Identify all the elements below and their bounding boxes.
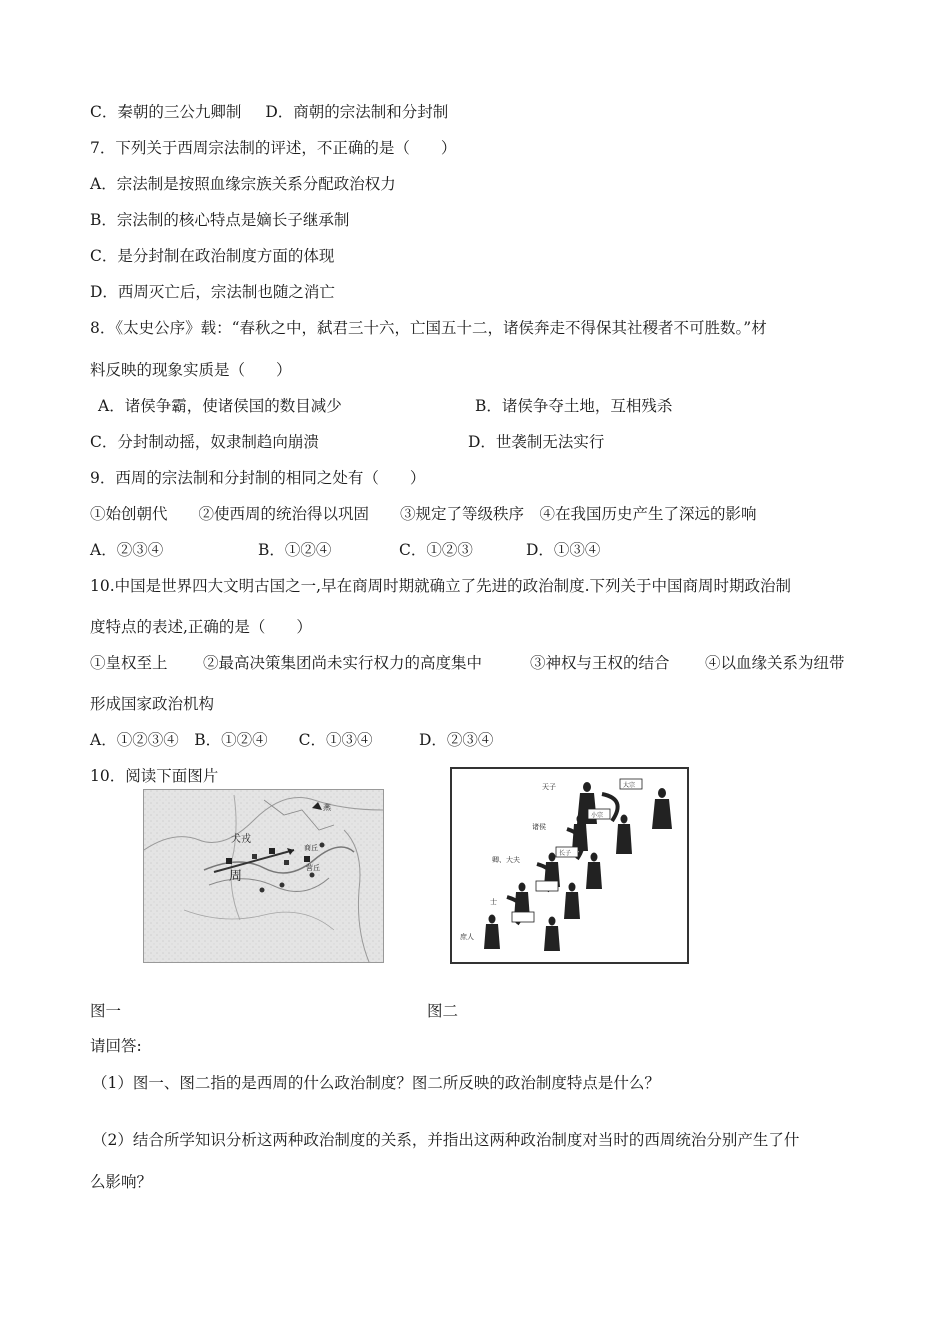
q10-item-2: ②最高决策集团尚未实行权力的高度集中 xyxy=(203,654,483,672)
q10-stem-line-3: 形成国家政治机构 xyxy=(90,695,215,713)
hierarchy-illustration xyxy=(452,769,687,962)
map-label-yan: 燕 xyxy=(323,803,331,812)
q7-option-b: B．宗法制的核心特点是嫡长子继承制 xyxy=(90,211,350,229)
q10-item-4: ④以血缘关系为纽带 xyxy=(705,654,845,672)
q10-item-3: ③神权与王权的结合 xyxy=(530,654,670,672)
q8-stem-line-2: 料反映的现象实质是（ ） xyxy=(90,361,292,379)
q10-stem-line-2: 度特点的表述,正确的是（ ） xyxy=(90,618,312,636)
q8-option-b: B．诸侯争夺土地，互相残杀 xyxy=(475,397,673,415)
q7-option-a: A．宗法制是按照血缘宗族关系分配政治权力 xyxy=(90,175,396,193)
q6-option-c: C．秦朝的三公九卿制 xyxy=(90,103,242,121)
q8-stem-line-1: 8．《太史公序》载：“春秋之中，弑君三十六，亡国五十二，诸侯奔走不得保其社稷者不可胜数。”材 xyxy=(90,319,767,337)
q9-option-b: B．①②④ xyxy=(258,541,332,559)
sub-question-2-line-2: 么影响？ xyxy=(90,1173,153,1191)
q9-items: ①始创朝代 ②使西周的统治得以巩固 ③规定了等级秩序 ④在我国历史产生了深远的影响 xyxy=(90,505,757,523)
q8-option-d: D．世袭制无法实行 xyxy=(468,433,605,451)
q11-stem: 10．阅读下面图片 xyxy=(90,767,219,785)
diagram-box-zhangzi: 长子 xyxy=(559,850,572,857)
answer-prompt: 请回答: xyxy=(90,1037,142,1055)
q9-option-a: A．②③④ xyxy=(90,541,164,559)
diagram-label-shuren: 庶人 xyxy=(460,933,474,941)
diagram-box-xiaozong: 小宗 xyxy=(591,812,604,819)
figure-1-map xyxy=(143,789,384,963)
q6-options-row xyxy=(90,102,448,122)
q7-option-c: C．是分封制在政治制度方面的体现 xyxy=(90,247,335,265)
map-label-quanrong: 犬戎 xyxy=(231,834,251,845)
q6-option-d: D．商朝的宗法制和分封制 xyxy=(265,103,449,121)
map-label-yingqiu: 营丘 xyxy=(306,864,320,872)
figure-1-caption: 图一 xyxy=(90,1002,122,1020)
map-label-shangqiu: 商丘 xyxy=(304,844,318,852)
q9-option-d: D．①③④ xyxy=(526,541,601,559)
q8-option-c: C．分封制动摇，奴隶制趋向崩溃 xyxy=(90,433,319,451)
q7-stem: 7．下列关于西周宗法制的评述，不正确的是（ ） xyxy=(90,139,457,157)
figure-2-hierarchy xyxy=(450,767,689,964)
diagram-label-zhuhou: 诸侯 xyxy=(532,823,546,831)
q8-option-a: A．诸侯争霸，使诸侯国的数目减少 xyxy=(98,397,342,415)
diagram-label-shi: 士 xyxy=(490,898,497,906)
q7-option-d: D．西周灭亡后，宗法制也随之消亡 xyxy=(90,283,335,301)
q10-options: A．①②③④ B．①②④ C．①③④ D．②③④ xyxy=(90,731,494,749)
q9-stem: 9．西周的宗法制和分封制的相同之处有（ ） xyxy=(90,469,426,487)
q9-option-c: C．①②③ xyxy=(399,541,473,559)
figure-2-caption: 图二 xyxy=(427,1002,459,1020)
sub-question-1: （1）图一、图二指的是西周的什么政治制度？图二所反映的政治制度特点是什么？ xyxy=(92,1074,660,1092)
diagram-label-tianzi: 天子 xyxy=(542,783,556,791)
q10-item-1: ①皇权至上 xyxy=(90,654,168,672)
sub-question-2-line-1: （2）结合所学知识分析这两种政治制度的关系，并指出这两种政治制度对当时的西周统治分别产生了什 xyxy=(92,1131,800,1149)
map-illustration xyxy=(144,790,383,962)
diagram-label-qingdafu: 卿、大夫 xyxy=(492,856,520,864)
diagram-box-dazong: 大宗 xyxy=(623,782,636,789)
q10-stem-line-1: 10.中国是世界四大文明古国之一,早在商周时期就确立了先进的政治制度.下列关于中国商周时期政治制 xyxy=(90,577,792,595)
map-label-zhou: 周 xyxy=(229,869,243,884)
